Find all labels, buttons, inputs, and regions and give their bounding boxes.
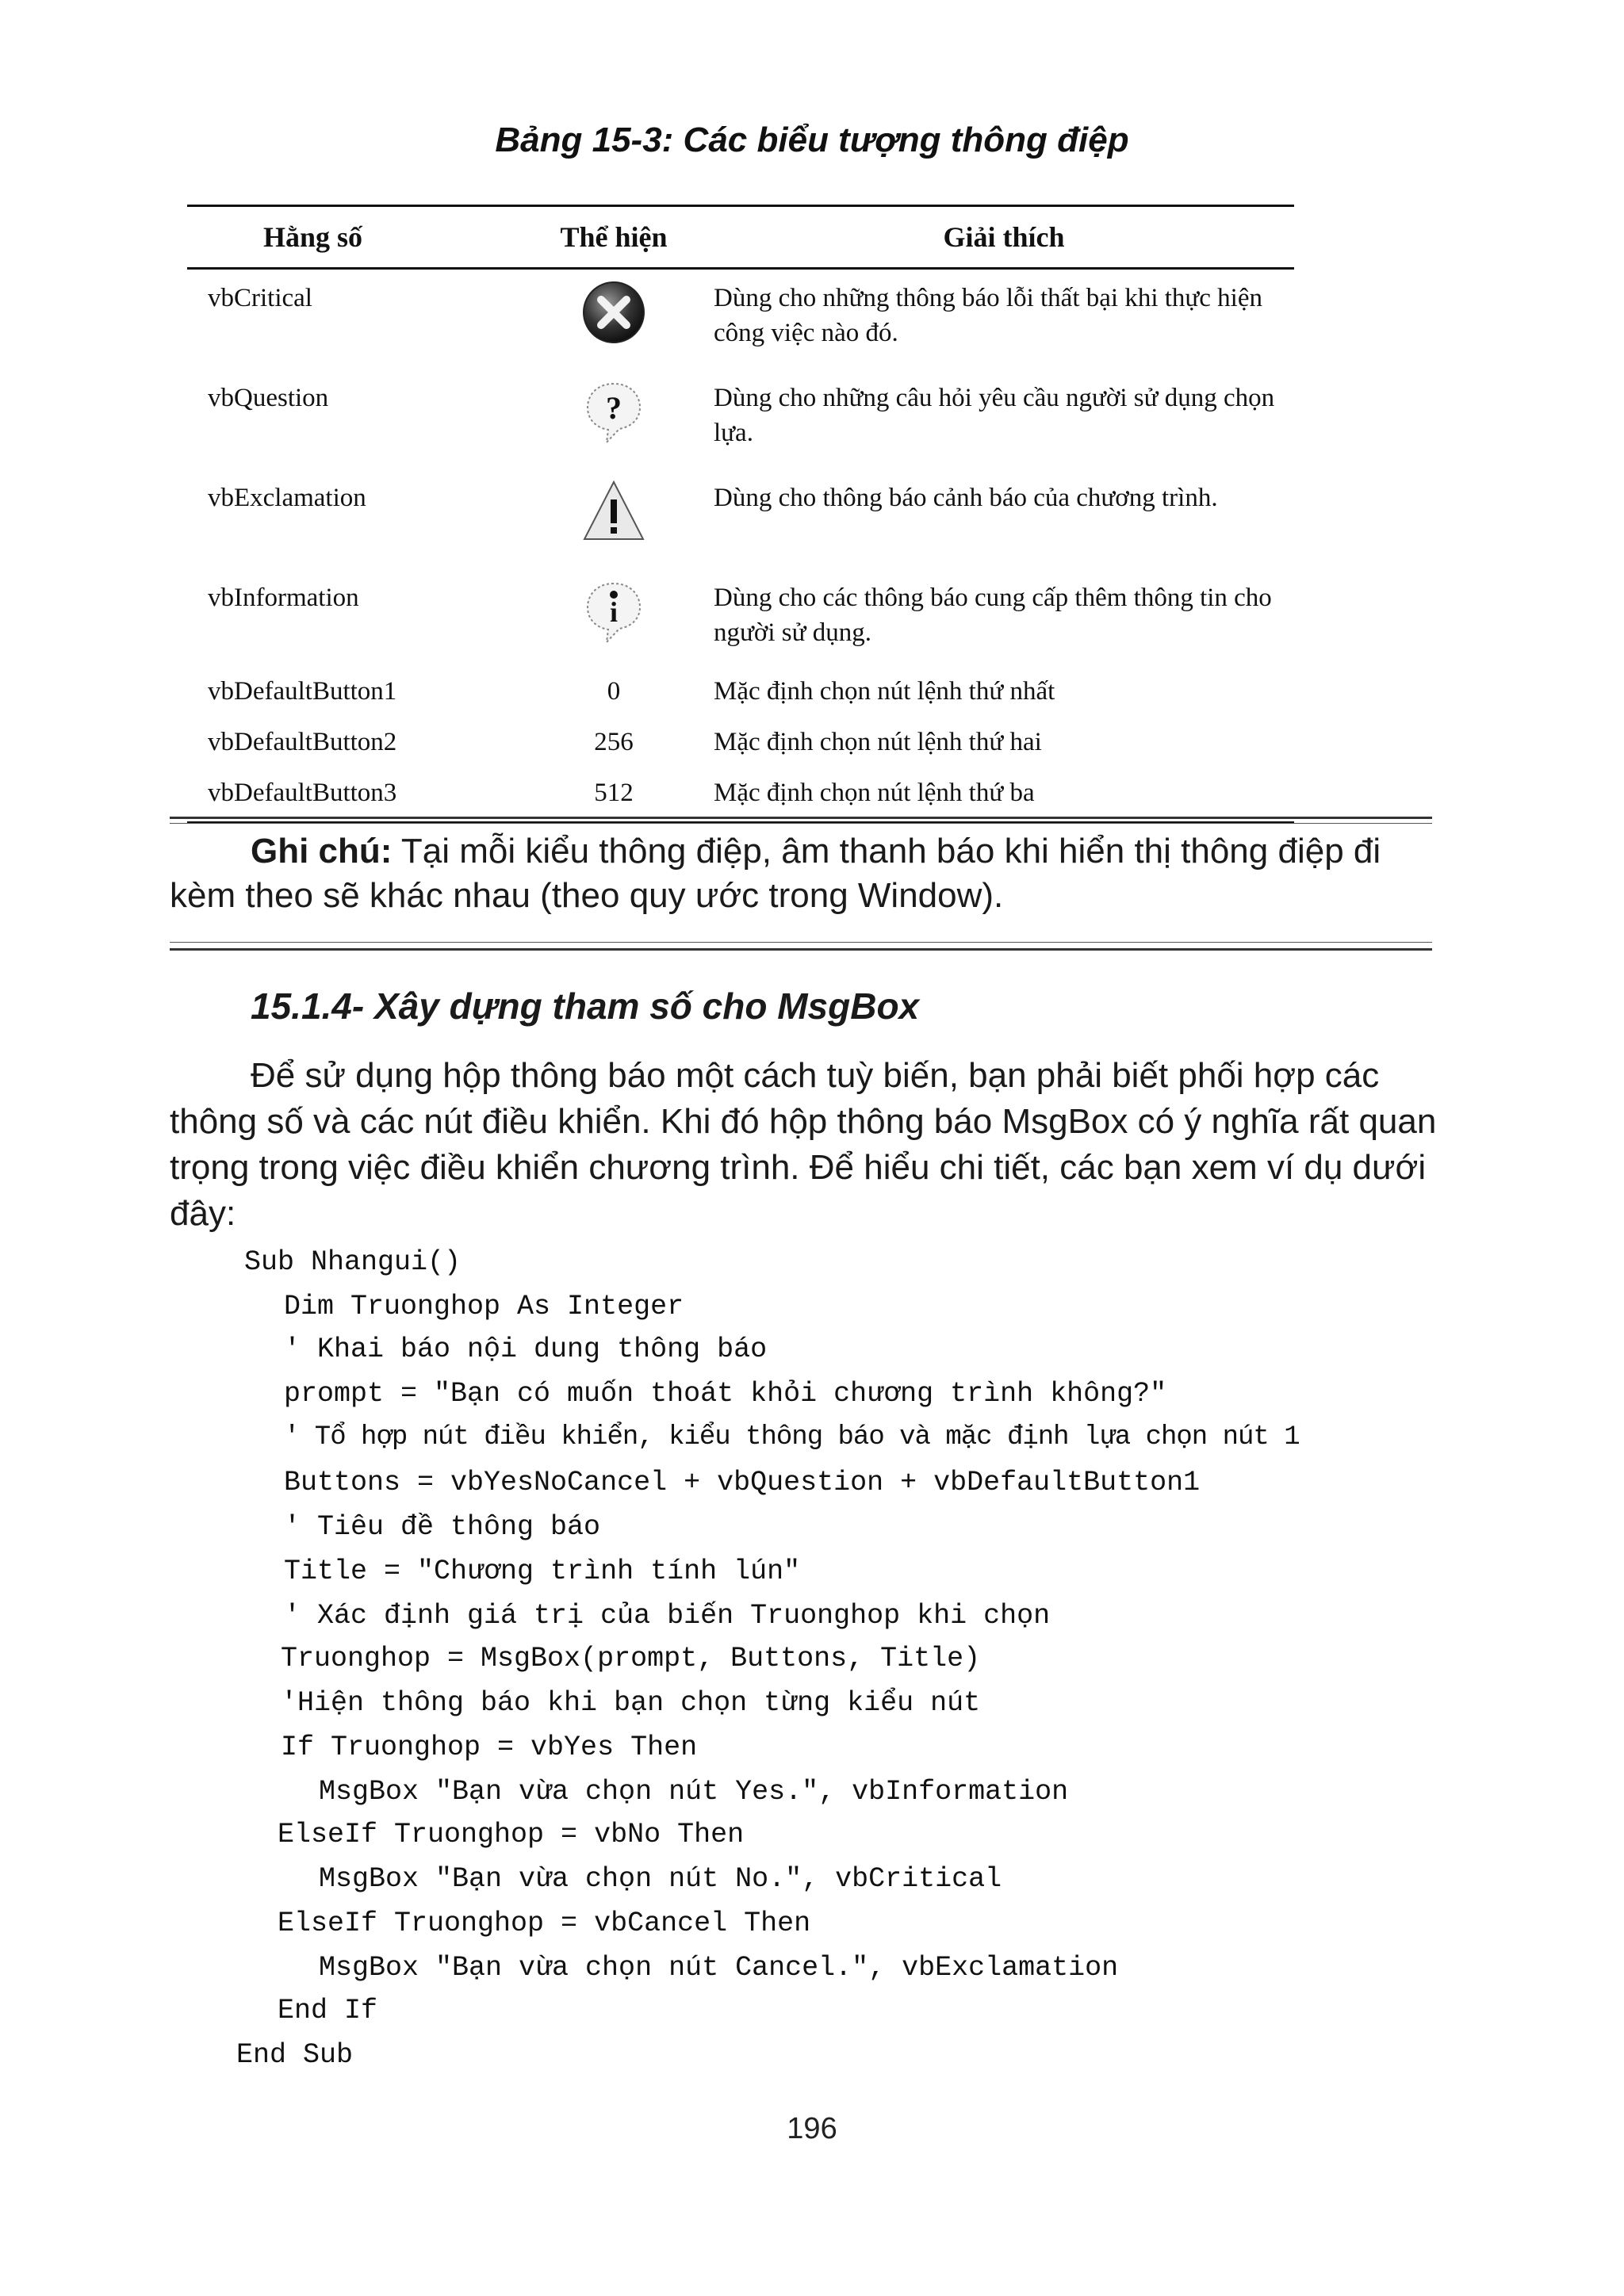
question-icon <box>580 377 648 446</box>
header-constant: Hằng số <box>187 206 514 269</box>
note-box <box>170 829 1438 918</box>
code-line: ElseIf Truonghop = vbCancel Then <box>278 1908 811 1939</box>
cell-value: 256 <box>594 728 634 756</box>
note-top-rule <box>170 817 1432 819</box>
code-line: MsgBox "Bạn vừa chọn nút No.", vbCritical <box>319 1863 1002 1895</box>
code-line: MsgBox "Bạn vừa chọn nút Cancel.", vbExclamation <box>319 1952 1119 1984</box>
code-line: MsgBox "Bạn vừa chọn nút Yes.", vbInformation <box>319 1776 1069 1808</box>
cell-constant: vbDefaultButton3 <box>187 771 514 823</box>
cell-explanation: Mặc định chọn nút lệnh thứ hai <box>714 728 1042 756</box>
cell-explanation: Dùng cho các thông báo cung cấp thêm thông tin cho người sử dụng. <box>714 584 1272 647</box>
code-line: If Truonghop = vbYes Then <box>281 1732 698 1763</box>
cell-explanation: Dùng cho những thông báo lỗi thất bại khi thực hiện công việc nào đó. <box>714 284 1263 347</box>
note-bottom-rule <box>170 948 1432 951</box>
cell-display <box>514 269 714 370</box>
cell-constant: vbDefaultButton2 <box>208 728 397 756</box>
table-row <box>187 369 1294 469</box>
exclamation-icon <box>580 477 648 545</box>
code-line: 'Hiện thông báo khi bạn chọn từng kiểu nút <box>281 1687 981 1719</box>
svg-text:i: i <box>609 596 619 628</box>
note-text: Tại mỗi kiểu thông điệp, âm thanh báo khi hiển thị thông điệp đi kèm theo sẽ khác nhau (theo quy ước trong Window). <box>170 832 1381 915</box>
code-line: Dim Truonghop As Integer <box>284 1291 684 1322</box>
cell-constant: vbExclamation <box>208 484 366 512</box>
table-row <box>187 771 1294 823</box>
code-line: ' Khai báo nội dung thông báo <box>284 1334 768 1365</box>
note-top-rule-thin <box>170 823 1432 824</box>
cell-explanation: Mặc định chọn nút lệnh thứ nhất <box>714 677 1055 706</box>
table-row <box>187 720 1294 771</box>
code-line: Sub Nhangui() <box>244 1246 462 1278</box>
cell-display <box>514 469 714 569</box>
cell-explanation: Dùng cho những câu hỏi yêu cầu người sử dụng chọn lựa. <box>714 384 1275 447</box>
code-line: ' Tiêu đề thông báo <box>284 1511 601 1543</box>
header-explanation: Giải thích <box>714 206 1294 269</box>
code-line: Truonghop = MsgBox(prompt, Buttons, Title) <box>281 1643 981 1674</box>
code-line: End Sub <box>236 2039 354 2071</box>
note-bottom-rule-thin <box>170 942 1432 943</box>
table-caption: Bảng 15-3: Các biểu tượng thông điệp <box>495 121 1129 159</box>
body-paragraph: Để sử dụng hộp thông báo một cách tuỳ biến, bạn phải biết phối hợp các thông số và các nút điều khiển. Khi đó hộp thông báo MsgBox có ý nghĩa rất quan trọng trong việc điều khiển chương trình. Để hiểu chi tiết, các bạn xem ví dụ dưới đây: <box>170 1056 1437 1233</box>
table-row <box>187 469 1294 569</box>
cell-constant: vbQuestion <box>208 384 329 412</box>
code-line: prompt = "Bạn có muốn thoát khỏi chương trình không?" <box>284 1378 1167 1410</box>
cell-display <box>514 569 714 669</box>
cell-constant: vbInformation <box>208 584 359 612</box>
section-heading: 15.1.4- Xây dựng tham số cho MsgBox <box>251 985 920 1027</box>
table-row <box>187 569 1294 669</box>
message-icons-table <box>187 205 1294 824</box>
information-icon <box>580 577 648 645</box>
code-line: ' Tổ hợp nút điều khiển, kiểu thông báo và mặc định lựa chọn nút 1 <box>284 1422 1300 1452</box>
table-header-row <box>187 206 1294 269</box>
code-line: Title = "Chương trình tính lún" <box>284 1556 801 1587</box>
cell-value: 512 <box>514 771 714 823</box>
critical-icon <box>580 277 648 346</box>
code-line: Buttons = vbYesNoCancel + vbQuestion + vbDefaultButton1 <box>284 1467 1201 1498</box>
cell-constant: vbCritical <box>208 284 312 312</box>
svg-text:?: ? <box>606 390 622 426</box>
code-line: ElseIf Truonghop = vbNo Then <box>278 1819 745 1850</box>
header-display: Thể hiện <box>514 206 714 269</box>
cell-value: 0 <box>607 677 621 706</box>
note-label: Ghi chú: <box>251 832 393 871</box>
cell-constant: vbDefaultButton1 <box>208 677 397 706</box>
table-row <box>187 669 1294 720</box>
cell-explanation: Dùng cho thông báo cảnh báo của chương trình. <box>714 484 1218 512</box>
code-line: ' Xác định giá trị của biến Truonghop khi chọn <box>284 1600 1051 1632</box>
table-row <box>187 269 1294 370</box>
cell-explanation: Mặc định chọn nút lệnh thứ ba <box>714 771 1294 823</box>
cell-display <box>514 369 714 469</box>
page-number: 196 <box>787 2112 837 2145</box>
code-line: End If <box>278 1995 378 2026</box>
